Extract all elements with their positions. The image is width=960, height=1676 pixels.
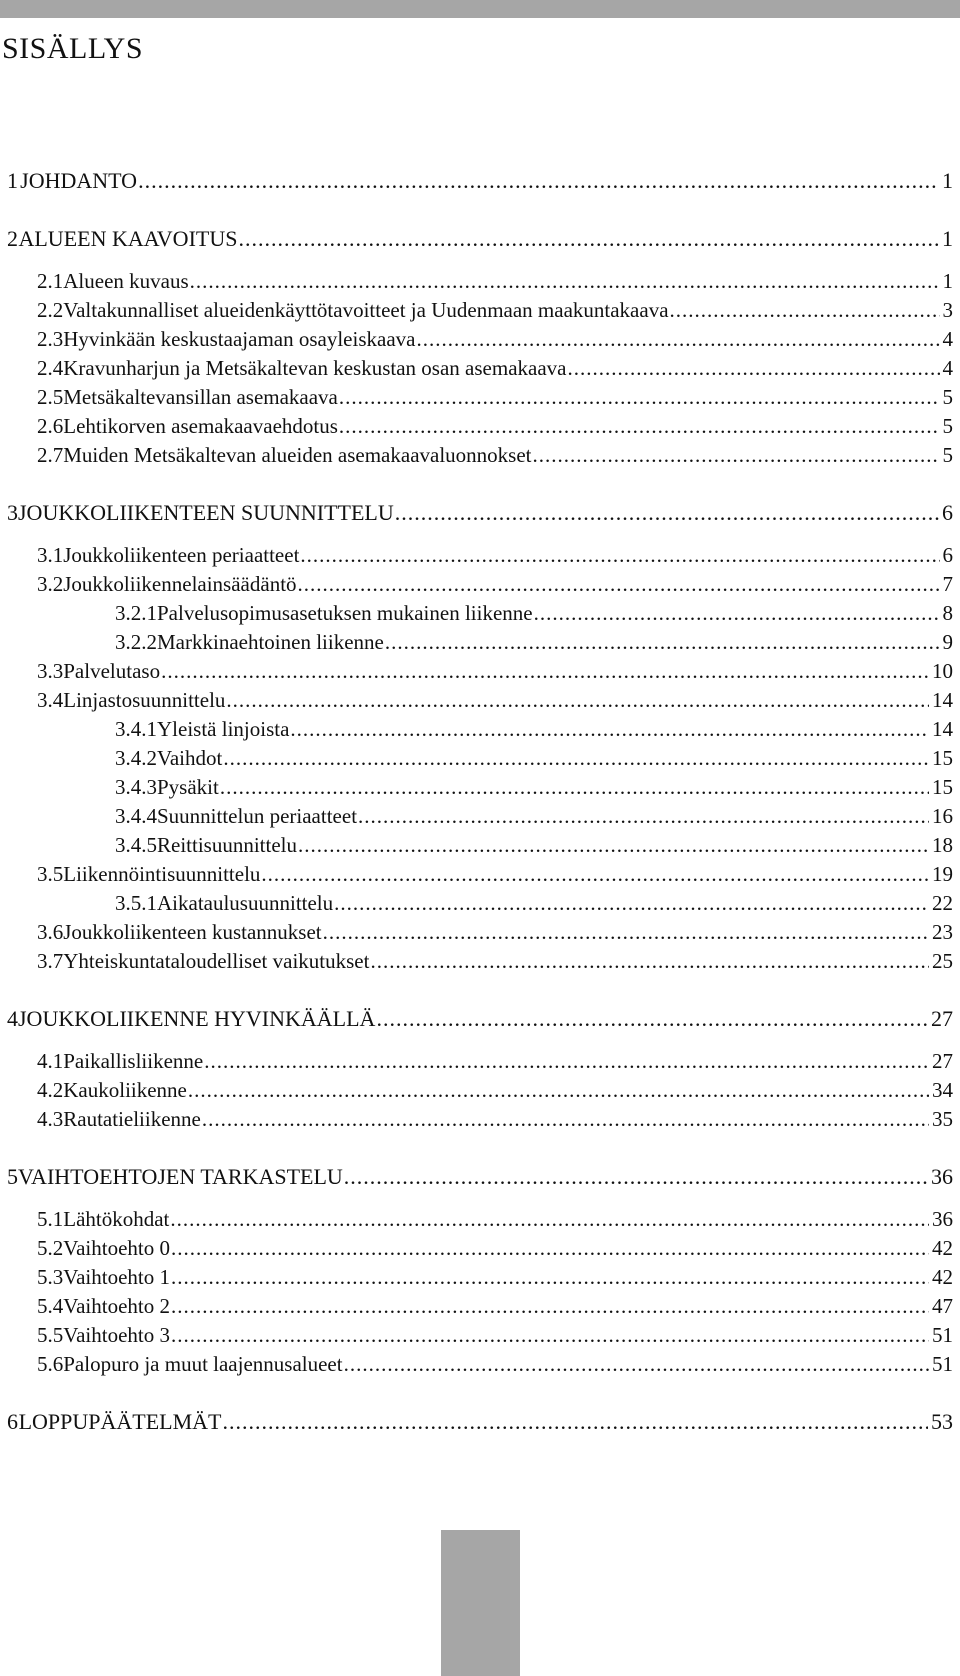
- dot-leader: [670, 295, 940, 325]
- toc-subsection[interactable]: [115, 743, 953, 773]
- toc-number: 3: [7, 500, 18, 525]
- toc-title: ALUEEN KAAVOITUS: [18, 226, 238, 251]
- dot-leader: [171, 1233, 929, 1263]
- toc-number: 2.3: [37, 327, 64, 351]
- toc-title: Lehtikorven asemakaavaehdotus: [63, 414, 338, 438]
- toc-number: 3.4.4: [115, 804, 157, 828]
- toc-number: 3.3: [37, 659, 64, 683]
- toc-number: 3.4.5: [115, 833, 157, 857]
- toc-title: Vaihdot: [157, 746, 223, 770]
- toc-title: Yhteiskuntataloudelliset vaikutukset: [63, 949, 370, 973]
- dot-leader: [188, 1075, 929, 1105]
- toc-number: 3.4.3: [115, 775, 157, 799]
- toc-page-number: 42: [932, 1265, 953, 1289]
- toc-page-number: 42: [932, 1236, 953, 1260]
- toc-number: 5.2: [37, 1236, 64, 1260]
- toc-page-number: 47: [932, 1294, 953, 1318]
- toc-section[interactable]: [37, 1262, 953, 1292]
- toc-subsection[interactable]: [115, 801, 953, 831]
- toc-title: JOUKKOLIIKENTEEN SUUNNITTELU: [18, 500, 394, 525]
- toc-chapter[interactable]: [7, 224, 953, 254]
- toc-section[interactable]: [37, 1104, 953, 1134]
- toc-number: 3.2.1: [115, 601, 157, 625]
- dot-leader: [298, 830, 929, 860]
- page-title: SISÄLLYS: [2, 32, 144, 65]
- toc-section[interactable]: [37, 1075, 953, 1105]
- toc-chapter[interactable]: [7, 1407, 953, 1437]
- toc-title: Vaihtoehto 1: [63, 1265, 170, 1289]
- toc-section[interactable]: [37, 440, 953, 470]
- toc-section[interactable]: [37, 540, 953, 570]
- toc-section[interactable]: [37, 859, 953, 889]
- toc-section[interactable]: [37, 1320, 953, 1350]
- toc-title: Lähtökohdat: [63, 1207, 170, 1231]
- toc-title: Vaihtoehto 0: [63, 1236, 170, 1260]
- dot-leader: [358, 801, 929, 831]
- dot-leader: [323, 917, 929, 947]
- dot-leader: [300, 540, 939, 570]
- toc-number: 3.6: [37, 920, 64, 944]
- dot-leader: [376, 1004, 928, 1034]
- toc-page-number: 6: [942, 543, 953, 567]
- toc-title: Hyvinkään keskustaajaman osayleiskaava: [63, 327, 416, 351]
- toc-number: 5.6: [37, 1352, 64, 1376]
- toc-section[interactable]: [37, 1204, 953, 1234]
- toc-section[interactable]: [37, 411, 953, 441]
- toc-section[interactable]: [37, 1349, 953, 1379]
- dot-leader: [533, 440, 940, 470]
- page-footer-block: [441, 1530, 520, 1676]
- toc-chapter[interactable]: [7, 1162, 953, 1192]
- dot-leader: [226, 685, 929, 715]
- toc-number: 2.1: [37, 269, 64, 293]
- toc-page-number: 14: [932, 717, 953, 741]
- toc-section[interactable]: [37, 685, 953, 715]
- toc-number: 2.2: [37, 298, 64, 322]
- dot-leader: [171, 1320, 929, 1350]
- toc-section[interactable]: [37, 382, 953, 412]
- toc-page-number: 7: [942, 572, 953, 596]
- toc-number: 5.1: [37, 1207, 64, 1231]
- toc-number: 2.7: [37, 443, 64, 467]
- toc-title: LOPPUPÄÄTELMÄT: [18, 1409, 222, 1434]
- toc-title: Palopuro ja muut laajennusalueet: [63, 1352, 343, 1376]
- toc-subsection[interactable]: [115, 598, 953, 628]
- dot-leader: [290, 714, 929, 744]
- toc-title: Suunnittelun periaatteet: [157, 804, 358, 828]
- dot-leader: [298, 569, 940, 599]
- dot-leader: [567, 353, 939, 383]
- toc-number: 5: [7, 1164, 18, 1189]
- toc-page-number: 36: [931, 1164, 953, 1189]
- toc-title: Pysäkit: [157, 775, 219, 799]
- toc-page-number: 1: [942, 226, 953, 251]
- toc-number: 2.5: [37, 385, 64, 409]
- toc-number: 5.5: [37, 1323, 64, 1347]
- toc-title: Joukkoliikennelainsäädäntö: [63, 572, 297, 596]
- dot-leader: [170, 1204, 929, 1234]
- toc-page-number: 51: [932, 1352, 953, 1376]
- toc-page-number: 25: [932, 949, 953, 973]
- toc-page-number: 8: [942, 601, 953, 625]
- dot-leader: [171, 1291, 929, 1321]
- dot-leader: [395, 498, 939, 528]
- toc-subsection[interactable]: [115, 888, 953, 918]
- toc-page-number: 19: [932, 862, 953, 886]
- toc-section[interactable]: [37, 946, 953, 976]
- toc-title: Yleistä linjoista: [157, 717, 290, 741]
- toc-title: Palvelusopimusasetuksen mukainen liikenne: [157, 601, 533, 625]
- toc-title: JOUKKOLIIKENNE HYVINKÄÄLLÄ: [18, 1006, 376, 1031]
- toc-section[interactable]: [37, 569, 953, 599]
- dot-leader: [171, 1262, 929, 1292]
- toc-page-number: 6: [942, 500, 953, 525]
- dot-leader: [339, 411, 940, 441]
- toc-page-number: 4: [942, 356, 953, 380]
- toc-title: Rautatieliikenne: [63, 1107, 201, 1131]
- toc-number: 4: [7, 1006, 18, 1031]
- toc-page-number: 5: [942, 385, 953, 409]
- toc-subsection[interactable]: [115, 627, 953, 657]
- dot-leader: [190, 266, 940, 296]
- toc-number: 3.4.1: [115, 717, 157, 741]
- toc-page-number: 22: [932, 891, 953, 915]
- dot-leader: [222, 1407, 928, 1437]
- toc-number: 3.7: [37, 949, 64, 973]
- toc-number: 2.4: [37, 356, 64, 380]
- toc-page-number: 16: [932, 804, 953, 828]
- toc-number: 2: [7, 226, 18, 251]
- toc-page-number: 15: [932, 746, 953, 770]
- toc-number: 3.1: [37, 543, 64, 567]
- toc-title: Linjastosuunnittelu: [63, 688, 226, 712]
- toc-section[interactable]: [37, 324, 953, 354]
- toc-title: Metsäkaltevansillan asemakaava: [63, 385, 338, 409]
- dot-leader: [161, 656, 929, 686]
- toc-page-number: 51: [932, 1323, 953, 1347]
- toc-number: 3.2: [37, 572, 64, 596]
- toc-page-number: 4: [942, 327, 953, 351]
- toc-section[interactable]: [37, 1233, 953, 1263]
- toc-section[interactable]: [37, 1291, 953, 1321]
- toc-title: Valtakunnalliset alueidenkäyttötavoitteet ja Uudenmaan maakuntakaava: [63, 298, 669, 322]
- toc-page-number: 53: [931, 1409, 953, 1434]
- toc-subsection[interactable]: [115, 772, 953, 802]
- toc-title: Palvelutaso: [63, 659, 161, 683]
- toc-page-number: 1: [942, 269, 953, 293]
- toc-section[interactable]: [37, 266, 953, 296]
- dot-leader: [534, 598, 940, 628]
- toc-chapter[interactable]: [7, 1004, 953, 1034]
- toc-page-number: 15: [932, 775, 953, 799]
- toc-number: 3.5: [37, 862, 64, 886]
- toc-subsection[interactable]: [115, 830, 953, 860]
- toc-chapter[interactable]: [7, 166, 953, 196]
- toc-title: Markkinaehtoinen liikenne: [157, 630, 384, 654]
- toc-number: 1: [7, 168, 18, 193]
- toc-title: Liikennöintisuunnittelu: [63, 862, 261, 886]
- toc-title: Vaihtoehto 2: [63, 1294, 170, 1318]
- toc-title: VAIHTOEHTOJEN TARKASTELU: [18, 1164, 343, 1189]
- toc-number: 3.2.2: [115, 630, 157, 654]
- toc-number: 4.2: [37, 1078, 64, 1102]
- toc-subsection[interactable]: [115, 714, 953, 744]
- toc-page-number: 10: [932, 659, 953, 683]
- toc-title: Vaihtoehto 3: [63, 1323, 170, 1347]
- dot-leader: [370, 946, 929, 976]
- toc-title: Paikallisliikenne: [63, 1049, 204, 1073]
- toc-page-number: 27: [931, 1006, 953, 1031]
- toc-page-number: 35: [932, 1107, 953, 1131]
- dot-leader: [223, 743, 929, 773]
- dot-leader: [385, 627, 940, 657]
- toc-number: 3.5.1: [115, 891, 157, 915]
- toc-number: 4.1: [37, 1049, 64, 1073]
- toc-number: 3.4: [37, 688, 64, 712]
- toc-section[interactable]: [37, 295, 953, 325]
- dot-leader: [220, 772, 929, 802]
- toc-page-number: 18: [932, 833, 953, 857]
- toc-title: Alueen kuvaus: [63, 269, 189, 293]
- toc-page-number: 23: [932, 920, 953, 944]
- toc-title: Kaukoliikenne: [63, 1078, 187, 1102]
- toc-number: 6: [7, 1409, 18, 1434]
- toc-page-number: 27: [932, 1049, 953, 1073]
- toc-number: 5.3: [37, 1265, 64, 1289]
- toc-page-number: 36: [932, 1207, 953, 1231]
- toc-title: Muiden Metsäkaltevan alueiden asemakaavaluonnokset: [63, 443, 532, 467]
- dot-leader: [261, 859, 929, 889]
- toc-number: 5.4: [37, 1294, 64, 1318]
- dot-leader: [334, 888, 929, 918]
- toc-section[interactable]: [37, 1046, 953, 1076]
- toc-title: JOHDANTO: [20, 168, 138, 193]
- toc-page-number: 9: [942, 630, 953, 654]
- toc-page-number: 5: [942, 414, 953, 438]
- dot-leader: [339, 382, 940, 412]
- toc-section[interactable]: [37, 917, 953, 947]
- toc-number: 4.3: [37, 1107, 64, 1131]
- toc-page-number: 34: [932, 1078, 953, 1102]
- dot-leader: [344, 1349, 929, 1379]
- dot-leader: [416, 324, 939, 354]
- toc-title: Aikataulusuunnittelu: [157, 891, 334, 915]
- toc-title: Joukkoliikenteen periaatteet: [63, 543, 300, 567]
- toc-page-number: 5: [942, 443, 953, 467]
- toc-page-number: 3: [942, 298, 953, 322]
- dot-leader: [204, 1046, 929, 1076]
- toc-page-number: 14: [932, 688, 953, 712]
- toc-chapter[interactable]: [7, 498, 953, 528]
- toc-section[interactable]: [37, 656, 953, 686]
- dot-leader: [238, 224, 939, 254]
- toc-title: Reittisuunnittelu: [157, 833, 297, 857]
- dot-leader: [344, 1162, 928, 1192]
- dot-leader: [202, 1104, 929, 1134]
- dot-leader: [138, 166, 939, 196]
- toc-number: 3.4.2: [115, 746, 157, 770]
- toc-page-number: 1: [942, 168, 953, 193]
- toc-section[interactable]: [37, 353, 953, 383]
- toc-title: Joukkoliikenteen kustannukset: [63, 920, 322, 944]
- toc-title: Kravunharjun ja Metsäkaltevan keskustan osan asemakaava: [63, 356, 567, 380]
- toc-number: 2.6: [37, 414, 64, 438]
